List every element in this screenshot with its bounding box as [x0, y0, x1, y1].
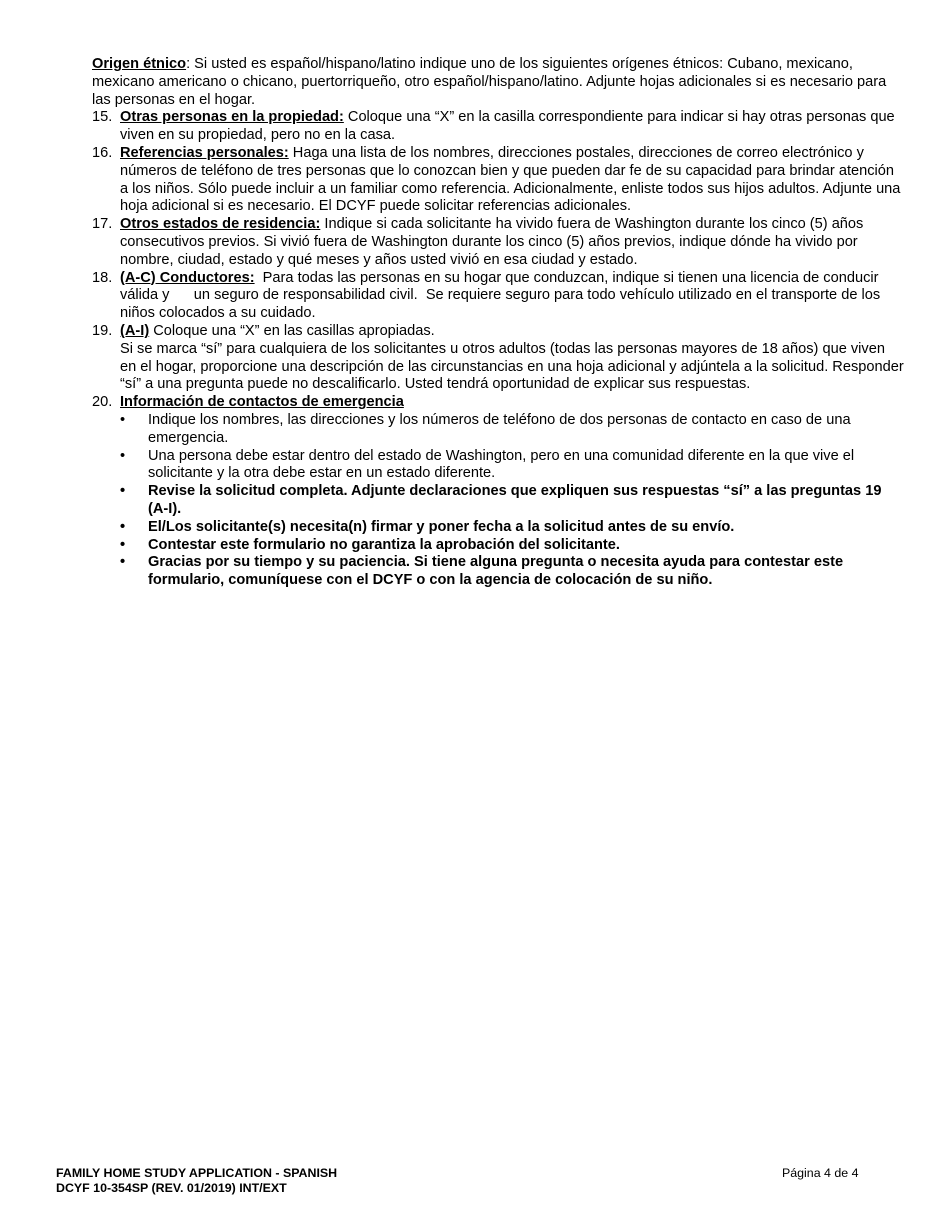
- item-number: 16.: [92, 144, 113, 161]
- item-15: [92, 109, 904, 145]
- bullet-icon: •: [120, 411, 126, 428]
- item-heading: Otras personas en la propiedad:: [120, 109, 344, 126]
- item-text: Indique si cada solicitante ha vivido fuera de Washington durante los cinco (5) años consecutivos previos. Si vivió fuera de Washington durante los cinco (5) años previos, indique dónde ha vivido por nombre, ciudad, estado y qué meses y años usted vivió en esa ciudad y estado.: [120, 216, 864, 268]
- list-item: • El/Los solicitante(s) necesita(n) firmar y poner fecha a la solicitud antes de su envío.: [120, 518, 735, 535]
- page-number: Página 4 de 4: [782, 1166, 859, 1180]
- form-footer: [56, 1166, 337, 1196]
- item-number: 17.: [92, 216, 113, 233]
- form-title: FAMILY HOME STUDY APPLICATION - SPANISH: [56, 1166, 338, 1180]
- item-heading: Otros estados de residencia:: [120, 216, 321, 233]
- item-20: [92, 394, 904, 412]
- list-item: • Una persona debe estar dentro del estado de Washington, pero en una comunidad diferente en la que vive el solicitante y la otra debe estar en un estado diferente.: [120, 447, 855, 482]
- item-heading: (A-I): [120, 322, 150, 339]
- item-number: 19.: [92, 322, 113, 339]
- bullet-icon: •: [120, 536, 126, 553]
- item-17: [92, 216, 904, 269]
- bullet-icon: •: [120, 483, 126, 500]
- intro-heading: Origen étnico: [92, 56, 187, 72]
- item-heading: Información de contactos de emergencia: [120, 394, 404, 411]
- item-text: Para todas las personas en su hogar que conduzcan, indique si tienen una licencia de conducir válida y un seguro de responsabilidad civil. Se requiere seguro para todo vehículo utilizado en el transporte de los niños colocados a su cuidado.: [120, 269, 885, 322]
- item-number: 20.: [92, 394, 113, 411]
- item-16: [92, 145, 904, 216]
- item-heading: Referencias personales:: [120, 144, 289, 161]
- item-text: Coloque una “X” en las casillas apropiadas.: [149, 322, 435, 339]
- list-item: • Gracias por su tiempo y su paciencia. Si tiene alguna pregunta o necesita ayuda para contestar este formulario, comuníquese con el DCYF o con la agencia de colocación de su niño.: [120, 554, 844, 589]
- list-item: • Revise la solicitud completa. Adjunte declaraciones que expliquen sus respuestas “sí” a las preguntas 19 (A-I).: [120, 483, 882, 517]
- intro-paragraph: [92, 56, 904, 109]
- form-number: DCYF 10-354SP (REV. 01/2019) INT/EXT: [56, 1181, 287, 1195]
- item-text: Coloque una “X” en la casilla correspondiente para indicar si hay otras personas que viven en su propiedad, pero no en la casa.: [120, 109, 895, 144]
- emergency-contact-list: [92, 412, 904, 590]
- item-18: [92, 270, 904, 323]
- item-heading: (A-C) Conductores:: [120, 269, 255, 286]
- item-number: 18.: [92, 269, 113, 286]
- list-item: • Indique los nombres, las direcciones y los números de teléfono de dos personas de contacto en caso de una emergencia.: [120, 411, 851, 446]
- item-extra-text: Si se marca “sí” para cualquiera de los solicitantes u otros adultos (todas las personas mayores de 18 años) que viven en el hogar, proporcione una descripción de las circunstancias en una hoja adicional y adjúntela a la solicitud. Responder “sí” a una pregunta puede no descalificarlo. Usted tendrá oportunidad de explicar sus respuestas.: [120, 340, 904, 393]
- intro-text: : Si usted es español/hispano/latino indique uno de los siguientes orígenes étnicos: Cubano, mexicano, mexicano americano o chicano, puertorriqueño, otro español/hispano/latino. Adjunte hojas adicionales si es necesario para las personas en el hogar.: [92, 56, 887, 108]
- item-number: 15.: [92, 109, 113, 126]
- bullet-icon: •: [120, 447, 126, 464]
- bullet-icon: •: [120, 518, 126, 535]
- document-body: [92, 56, 904, 590]
- bullet-icon: •: [120, 554, 126, 571]
- list-item: • Contestar este formulario no garantiza la aprobación del solicitante.: [120, 536, 620, 553]
- item-text: Haga una lista de los nombres, direcciones postales, direcciones de correo electrónico y números de teléfono de tres personas que lo conozcan bien y que pueden dar fe de su capacidad para brindar atención a los niños. Sólo puede incluir a un familiar como referencia. Adicionalmente, enliste todos sus hijos adultos. Adjunte una hoja adicional si es necesario. El DCYF puede solicitar referencias adicionales.: [120, 144, 901, 215]
- item-19: [92, 323, 904, 394]
